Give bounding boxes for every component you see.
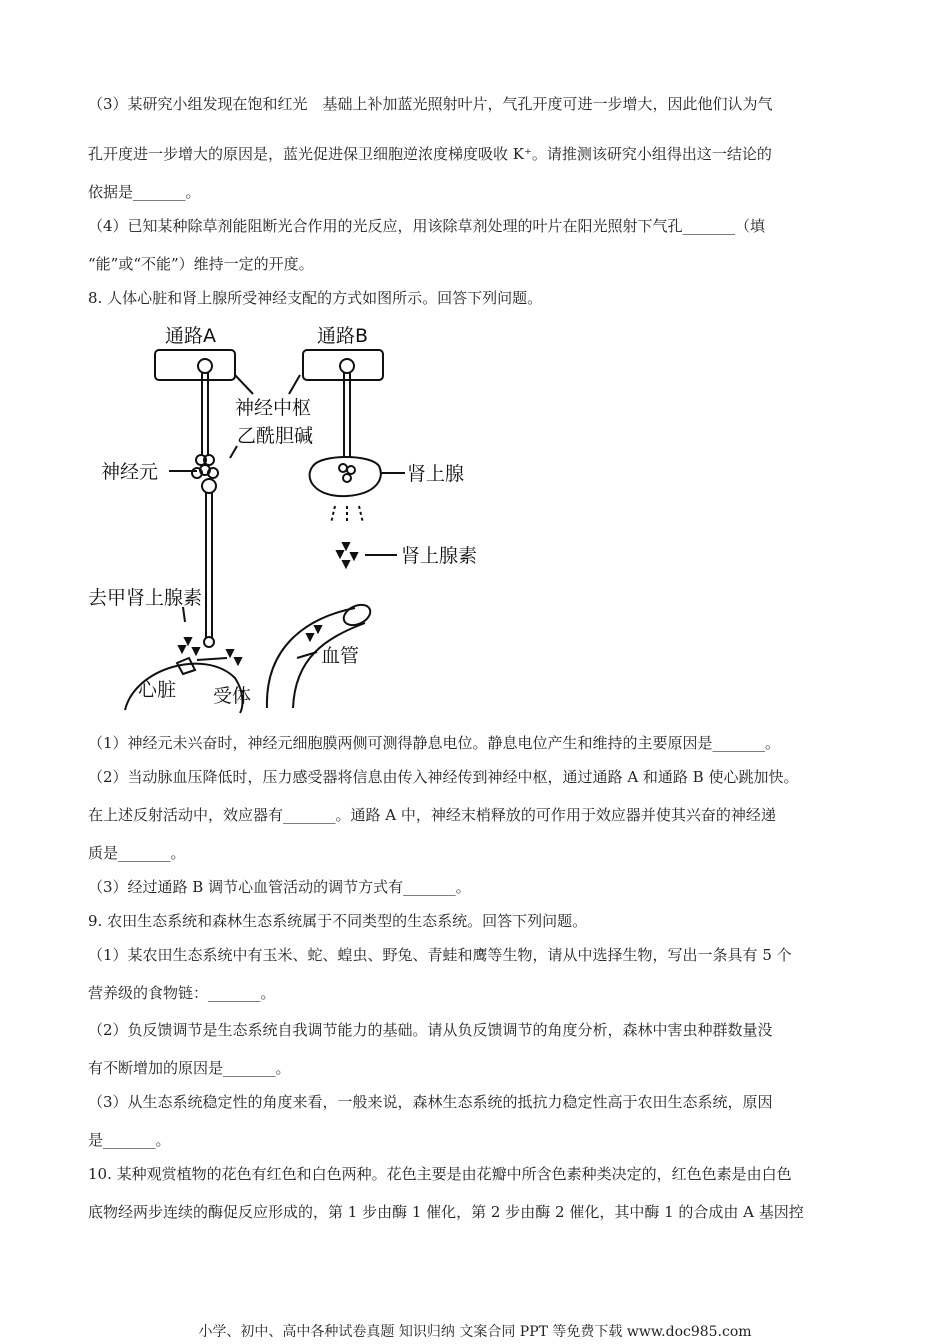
cns-box-a bbox=[155, 350, 235, 380]
text-line-15: （2）负反馈调节是生态系统自我调节能力的基础。请从负反馈调节的角度分析，森林中害虫种群数量没 bbox=[88, 1021, 773, 1039]
text-line-8: （2）当动脉血压降低时，压力感受器将信息由传入神经传到神经中枢，通过通路 A 和通路 B 使心跳加快。 bbox=[88, 768, 799, 786]
text-line-4: （4）已知某种除草剂能阻断光合作用的光反应，用该除草剂处理的叶片在阳光照射下气孔_______（填 bbox=[88, 217, 766, 235]
label-acetylcholine: 乙酰胆碱 bbox=[237, 425, 314, 447]
label-receptor: 受体 bbox=[213, 685, 252, 707]
text-line-3: 依据是_______。 bbox=[88, 183, 201, 201]
label-norepinephrine: 去甲肾上腺素 bbox=[88, 587, 203, 609]
text-line-9: 在上述反射活动中，效应器有_______。通路 A 中，神经末梢释放的可作用于效应器并使其兴奋的神经递 bbox=[88, 806, 776, 824]
label-adrenal: 肾上腺 bbox=[407, 463, 465, 485]
text-line-5: “能”或“不能”）维持一定的开度。 bbox=[88, 255, 314, 273]
text-line-16: 有不断增加的原因是_______。 bbox=[88, 1059, 291, 1077]
label-heart: 心脏 bbox=[138, 679, 177, 701]
question-9-heading: 9. 农田生态系统和森林生态系统属于不同类型的生态系统。回答下列问题。 bbox=[88, 912, 588, 930]
text-line-14: 营养级的食物链：_______。 bbox=[88, 984, 276, 1002]
label-pathway-a: 通路A bbox=[165, 325, 216, 347]
text-line-13: （1）某农田生态系统中有玉米、蛇、蝗虫、野兔、青蛙和鹰等生物，请从中选择生物，写出一条具有 5 个 bbox=[88, 946, 792, 964]
label-neuron: 神经元 bbox=[101, 461, 159, 483]
text-line-20: 底物经两步连续的酶促反应形成的，第 1 步由酶 1 催化，第 2 步由酶 2 催化，其中酶 1 的合成由 A 基因控 bbox=[88, 1203, 804, 1221]
text-line-7: （1）神经元未兴奋时，神经元细胞膜两侧可测得静息电位。静息电位产生和维持的主要原因是_______。 bbox=[88, 734, 781, 752]
nerve-diagram bbox=[85, 318, 505, 718]
text-line-2: 孔开度进一步增大的原因是，蓝光促进保卫细胞逆浓度梯度吸收 K⁺。请推测该研究小组得出这一结论的 bbox=[88, 145, 772, 163]
text-line-17: （3）从生态系统稳定性的角度来看，一般来说，森林生态系统的抵抗力稳定性高于农田生态系统，原因 bbox=[88, 1093, 773, 1111]
label-vessel: 血管 bbox=[321, 645, 360, 667]
question-10-heading: 10. 某种观赏植物的花色有红色和白色两种。花色主要是由花瓣中所含色素种类决定的，红色色素是由白色 bbox=[88, 1165, 792, 1183]
page-footer: 小学、初中、高中各种试卷真题 知识归纳 文案合同 PPT 等免费下载 www.doc985.com bbox=[198, 1324, 752, 1340]
text-line-10: 质是_______。 bbox=[88, 844, 186, 862]
label-pathway-b: 通路B bbox=[317, 325, 369, 347]
label-epinephrine: 肾上腺素 bbox=[401, 545, 478, 567]
question-8-heading: 8. 人体心脏和肾上腺所受神经支配的方式如图所示。回答下列问题。 bbox=[88, 289, 543, 307]
text-line-11: （3）经过通路 B 调节心血管活动的调节方式有_______。 bbox=[88, 878, 471, 896]
text-line-18: 是_______。 bbox=[88, 1131, 171, 1149]
text-line-1: （3）某研究小组发现在饱和红光 基础上补加蓝光照射叶片，气孔开度可进一步增大，因此他们认为气 bbox=[88, 95, 773, 113]
label-cns: 神经中枢 bbox=[235, 397, 312, 419]
